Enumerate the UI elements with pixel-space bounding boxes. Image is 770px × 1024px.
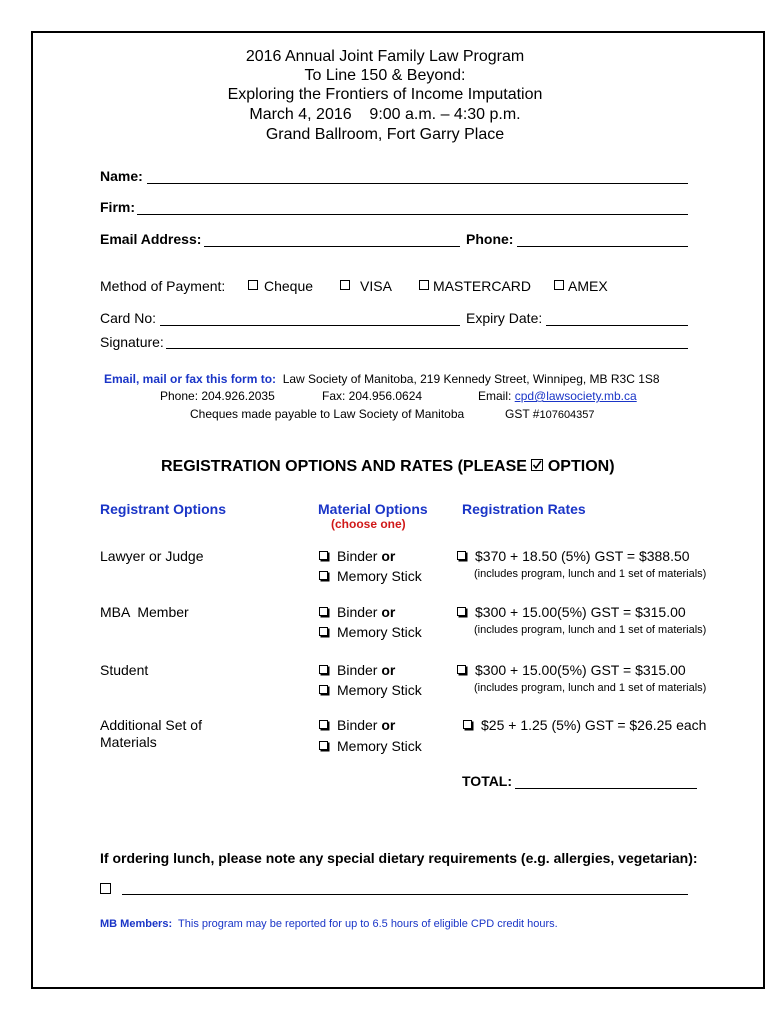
memory-stick-option[interactable]: Memory Stick xyxy=(319,624,422,640)
gst-label: GST # xyxy=(505,407,540,421)
contact-fax: Fax: 204.956.0624 xyxy=(322,389,423,403)
lunch-checkbox[interactable] xyxy=(100,882,117,900)
name-field[interactable] xyxy=(147,183,688,184)
checkbox-icon[interactable] xyxy=(457,607,466,616)
material-choose-one: (choose one) xyxy=(331,517,406,531)
checkbox-icon[interactable] xyxy=(319,685,328,694)
payment-amex-option[interactable]: AMEX xyxy=(554,278,608,294)
cpd-note-text: This program may be reported for up to 6.5 hours of eligible CPD credit hours. xyxy=(178,918,558,930)
column-registration-rates: Registration Rates xyxy=(462,501,586,517)
checkbox-icon[interactable] xyxy=(340,280,350,290)
expiry-label: Expiry Date: xyxy=(466,310,543,326)
contact-email-link[interactable]: cpd@lawsociety.mb.ca xyxy=(514,389,637,403)
payment-visa-option[interactable]: VISA xyxy=(340,278,392,294)
checkbox-icon[interactable] xyxy=(319,571,328,580)
program-date-time: March 4, 2016 9:00 a.m. – 4:30 p.m. xyxy=(249,106,521,123)
card-no-label: Card No: xyxy=(100,310,157,326)
dietary-requirements-field[interactable] xyxy=(122,894,688,895)
row-label-additional-set: Additional Set of xyxy=(100,717,202,733)
payment-method-label: Method of Payment: xyxy=(100,278,226,294)
firm-field[interactable] xyxy=(137,214,688,215)
contact-lead: Email, mail or fax this form to: xyxy=(104,372,277,386)
email-field[interactable] xyxy=(204,246,460,247)
program-subtitle: To Line 150 & Beyond: xyxy=(304,67,466,84)
cpd-note-lead: MB Members: xyxy=(100,918,173,930)
binder-option[interactable]: Binder or xyxy=(319,548,395,564)
checkbox-icon[interactable] xyxy=(100,883,111,894)
checkbox-icon[interactable] xyxy=(419,280,429,290)
gst-number: 107604357 xyxy=(539,409,595,421)
binder-option[interactable]: Binder or xyxy=(319,604,395,620)
lunch-dietary-note: If ordering lunch, please note any special dietary requirements (e.g. allergies, vegetarian): xyxy=(100,850,698,866)
checkmark-box-icon xyxy=(531,459,543,471)
binder-option[interactable]: Binder or xyxy=(319,662,395,678)
checkbox-icon[interactable] xyxy=(319,720,328,729)
contact-email-label: Email: xyxy=(478,389,512,403)
checkbox-icon[interactable] xyxy=(554,280,564,290)
column-material-options: Material Options xyxy=(318,501,428,517)
contact-phone: Phone: 204.926.2035 xyxy=(160,389,275,403)
rate-option[interactable]: $370 + 18.50 (5%) GST = $388.50 xyxy=(457,548,690,564)
checkbox-icon[interactable] xyxy=(463,720,472,729)
checkbox-icon[interactable] xyxy=(319,665,328,674)
email-label: Email Address: xyxy=(100,231,202,247)
memory-stick-option[interactable]: Memory Stick xyxy=(319,682,422,698)
rate-option[interactable]: $300 + 15.00(5%) GST = $315.00 xyxy=(457,604,686,620)
signature-label: Signature: xyxy=(100,334,164,350)
total-field[interactable] xyxy=(515,788,697,789)
gst-number-line xyxy=(505,407,595,421)
phone-field[interactable] xyxy=(517,246,688,247)
checkbox-icon[interactable] xyxy=(319,607,328,616)
program-topic: Exploring the Frontiers of Income Imputation xyxy=(227,86,543,103)
checkbox-icon[interactable] xyxy=(457,665,466,674)
cheques-payable: Cheques made payable to Law Society of Manitoba xyxy=(190,407,465,421)
rate-includes-note: (includes program, lunch and 1 set of materials) xyxy=(474,568,707,580)
rate-includes-note: (includes program, lunch and 1 set of materials) xyxy=(474,682,707,694)
checkbox-icon[interactable] xyxy=(248,280,258,290)
payment-cheque-option[interactable]: Cheque xyxy=(248,278,313,294)
checkbox-icon[interactable] xyxy=(457,551,466,560)
checkbox-icon[interactable] xyxy=(319,741,328,750)
registration-title: REGISTRATION OPTIONS AND RATES (PLEASE OPTION) xyxy=(161,458,615,475)
contact-email-line xyxy=(478,389,637,403)
column-registrant-options: Registrant Options xyxy=(100,501,227,517)
contact-address: Law Society of Manitoba, 219 Kennedy Street, Winnipeg, MB R3C 1S8 xyxy=(282,372,660,386)
payment-mastercard-option[interactable]: MASTERCARD xyxy=(419,278,531,294)
row-label-student: Student xyxy=(100,662,149,678)
row-label-lawyer-judge: Lawyer or Judge xyxy=(100,548,204,564)
firm-label: Firm: xyxy=(100,199,135,215)
program-venue: Grand Ballroom, Fort Garry Place xyxy=(265,126,505,143)
name-label: Name: xyxy=(100,168,143,184)
rate-option[interactable]: $300 + 15.00(5%) GST = $315.00 xyxy=(457,662,686,678)
cpd-note xyxy=(100,918,558,930)
binder-option[interactable]: Binder or xyxy=(319,717,395,733)
row-label-materials: Materials xyxy=(100,734,157,750)
total-label: TOTAL: xyxy=(462,773,513,789)
rate-includes-note: (includes program, lunch and 1 set of materials) xyxy=(474,624,707,636)
rate-option[interactable]: $25 + 1.25 (5%) GST = $26.25 each xyxy=(463,717,706,733)
memory-stick-option[interactable]: Memory Stick xyxy=(319,738,422,754)
phone-label: Phone: xyxy=(466,231,514,247)
row-label-mba-member: MBA Member xyxy=(100,604,189,620)
contact-address-line xyxy=(104,372,660,386)
checkbox-icon[interactable] xyxy=(319,627,328,636)
memory-stick-option[interactable]: Memory Stick xyxy=(319,568,422,584)
program-title: 2016 Annual Joint Family Law Program xyxy=(245,48,525,65)
signature-field[interactable] xyxy=(166,348,688,349)
checkbox-icon[interactable] xyxy=(319,551,328,560)
expiry-field[interactable] xyxy=(546,325,688,326)
card-no-field[interactable] xyxy=(160,325,460,326)
